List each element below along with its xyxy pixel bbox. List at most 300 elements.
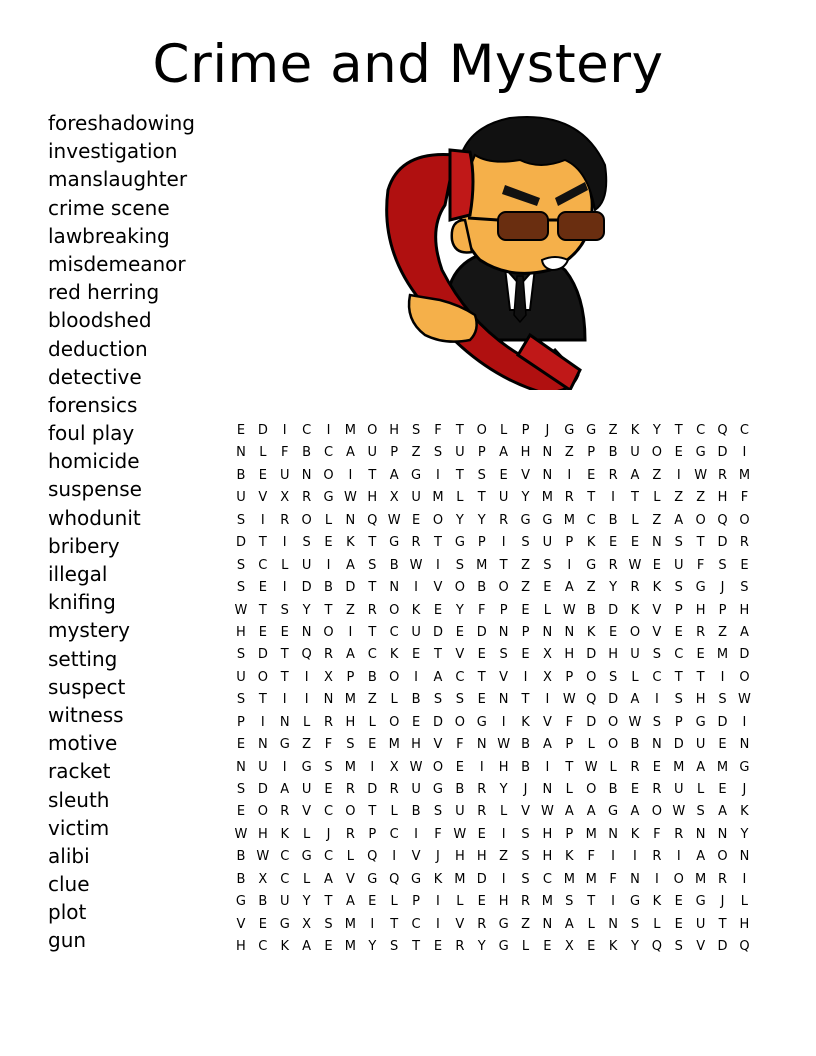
- grid-letter: F: [565, 714, 574, 730]
- grid-letter: A: [542, 737, 552, 753]
- grid-letter: S: [433, 445, 443, 461]
- grid-row: [230, 712, 755, 734]
- word-list-item: witness: [48, 702, 124, 727]
- grid-letter: I: [436, 916, 440, 932]
- grid-letter: X: [389, 490, 399, 506]
- grid-letter: H: [608, 647, 618, 663]
- grid-letter: C: [323, 445, 334, 461]
- word-list-item: forensics: [48, 392, 138, 417]
- grid-letter: B: [302, 445, 312, 461]
- grid-letter: R: [323, 647, 334, 663]
- grid-letter: K: [652, 894, 662, 910]
- grid-letter: X: [302, 916, 312, 932]
- grid-letter: W: [562, 692, 576, 708]
- grid-letter: O: [629, 624, 641, 640]
- grid-row: [230, 600, 755, 622]
- grid-letter: M: [541, 490, 554, 506]
- word-list-item: investigation: [48, 139, 178, 164]
- grid-letter: E: [718, 737, 727, 753]
- grid-letter: I: [436, 467, 440, 483]
- word-list-item: deduction: [48, 336, 148, 361]
- grid-letter: P: [499, 602, 508, 618]
- grid-letter: V: [521, 467, 530, 483]
- word-list-item: homicide: [48, 449, 140, 474]
- grid-letter: K: [630, 602, 640, 618]
- grid-letter: G: [608, 804, 619, 820]
- grid-letter: D: [608, 602, 619, 618]
- grid-letter: E: [433, 602, 443, 618]
- grid-row: [230, 577, 755, 599]
- grid-letter: E: [674, 916, 683, 932]
- grid-letter: A: [433, 669, 443, 685]
- grid-letter: S: [368, 557, 377, 573]
- grid-letter: D: [476, 624, 487, 640]
- grid-letter: E: [543, 580, 552, 596]
- grid-letter: K: [389, 647, 399, 663]
- grid-letter: H: [454, 849, 465, 865]
- grid-letter: H: [367, 490, 378, 506]
- grid-letter: B: [455, 782, 465, 797]
- grid-letter: R: [564, 490, 574, 506]
- grid-letter: O: [323, 624, 334, 640]
- grid-letter: D: [717, 939, 728, 955]
- grid-letter: K: [586, 624, 596, 640]
- grid-letter: Q: [389, 871, 400, 887]
- grid-letter: F: [324, 737, 333, 753]
- grid-letter: N: [608, 916, 618, 932]
- grid-letter: L: [259, 445, 267, 461]
- grid-letter: N: [652, 535, 662, 551]
- grid-letter: P: [565, 669, 574, 685]
- grid-letter: D: [717, 714, 728, 730]
- grid-letter: E: [521, 647, 530, 663]
- grid-letter: Z: [499, 849, 509, 865]
- grid-letter: F: [280, 445, 289, 461]
- word-list-item: motive: [48, 731, 118, 756]
- grid-letter: G: [367, 871, 378, 887]
- grid-letter: G: [498, 916, 509, 932]
- grid-letter: K: [740, 804, 749, 820]
- grid-letter: B: [521, 737, 530, 753]
- grid-letter: S: [608, 669, 618, 685]
- grid-letter: G: [695, 894, 706, 910]
- grid-letter: H: [695, 692, 706, 708]
- grid-letter: E: [455, 759, 464, 775]
- grid-letter: H: [739, 916, 750, 932]
- grid-letter: L: [390, 894, 398, 910]
- grid-letter: Z: [521, 916, 530, 932]
- grid-letter: S: [521, 535, 530, 551]
- grid-letter: B: [258, 894, 268, 910]
- grid-letter: I: [326, 423, 331, 438]
- grid-letter: M: [716, 647, 729, 663]
- word-list-item: alibi: [48, 843, 90, 868]
- grid-letter: R: [477, 916, 487, 932]
- grid-letter: R: [630, 759, 640, 775]
- grid-letter: M: [563, 512, 575, 528]
- grid-letter: F: [740, 490, 749, 506]
- grid-letter: P: [477, 445, 486, 461]
- grid-letter: S: [455, 557, 464, 573]
- grid-letter: E: [696, 647, 705, 663]
- grid-letter: L: [281, 557, 289, 573]
- grid-letter: U: [674, 782, 684, 797]
- grid-letter: O: [651, 804, 662, 820]
- grid-letter: R: [521, 894, 531, 910]
- grid-letter: V: [455, 916, 465, 932]
- grid-letter: M: [716, 759, 729, 775]
- grid-letter: K: [521, 714, 530, 730]
- grid-letter: P: [521, 423, 530, 438]
- grid-letter: T: [455, 423, 464, 438]
- grid-letter: G: [389, 535, 400, 551]
- grid-letter: L: [631, 512, 639, 528]
- grid-letter: I: [501, 871, 506, 887]
- grid-letter: R: [280, 512, 290, 528]
- grid-letter: L: [346, 849, 355, 865]
- grid-letter: V: [542, 714, 552, 730]
- grid-letter: U: [411, 490, 421, 506]
- grid-letter: P: [674, 602, 683, 618]
- grid-letter: E: [368, 737, 377, 753]
- grid-letter: I: [282, 423, 287, 438]
- grid-letter: Z: [345, 602, 355, 618]
- grid-letter: B: [367, 669, 377, 685]
- grid-letter: E: [674, 445, 683, 461]
- grid-letter: Y: [740, 826, 749, 842]
- grid-letter: V: [258, 490, 268, 506]
- grid-letter: V: [652, 602, 662, 618]
- grid-letter: G: [542, 512, 553, 528]
- grid-letter: S: [543, 557, 552, 573]
- grid-letter: E: [608, 535, 618, 551]
- grid-letter: E: [280, 624, 289, 640]
- grid-letter: S: [652, 714, 661, 730]
- grid-letter: Z: [652, 512, 662, 528]
- grid-letter: U: [542, 535, 553, 551]
- grid-letter: A: [280, 782, 290, 797]
- grid-letter: E: [368, 894, 377, 910]
- grid-letter: T: [499, 557, 508, 573]
- grid-letter: I: [611, 490, 615, 506]
- grid-letter: A: [718, 804, 727, 820]
- grid-letter: T: [477, 669, 486, 685]
- grid-letter: O: [345, 804, 356, 820]
- grid-letter: S: [674, 535, 683, 551]
- grid-letter: D: [257, 647, 268, 663]
- grid-letter: E: [521, 602, 530, 618]
- grid-letter: E: [740, 557, 749, 573]
- grid-letter: A: [739, 624, 749, 640]
- grid-letter: O: [586, 782, 597, 797]
- grid-letter: Y: [368, 939, 377, 955]
- grid-letter: H: [236, 939, 246, 955]
- grid-letter: L: [653, 916, 661, 932]
- grid-letter: Q: [586, 692, 597, 708]
- grid-letter: H: [717, 490, 728, 506]
- grid-letter: S: [324, 916, 333, 932]
- grid-letter: I: [348, 467, 353, 483]
- grid-letter: I: [282, 580, 287, 596]
- grid-letter: S: [740, 580, 749, 596]
- grid-letter: Y: [302, 602, 311, 618]
- grid-letter: N: [236, 759, 246, 775]
- grid-letter: S: [236, 580, 246, 596]
- grid-letter: U: [411, 624, 421, 640]
- grid-letter: I: [282, 535, 287, 551]
- grid-letter: Q: [717, 423, 728, 438]
- grid-letter: Q: [739, 939, 750, 955]
- grid-letter: O: [717, 849, 728, 865]
- grid-letter: O: [739, 512, 750, 528]
- grid-letter: T: [565, 759, 574, 775]
- grid-letter: I: [501, 826, 506, 842]
- grid-letter: O: [476, 423, 487, 438]
- grid-letter: G: [695, 445, 706, 461]
- grid-letter: E: [411, 647, 421, 663]
- grid-letter: I: [742, 445, 747, 461]
- grid-letter: T: [368, 624, 377, 640]
- grid-letter: K: [280, 939, 289, 955]
- grid-letter: H: [257, 826, 268, 842]
- grid-letter: E: [674, 894, 683, 910]
- grid-letter: Y: [652, 423, 661, 438]
- grid-letter: I: [414, 669, 418, 685]
- grid-letter: R: [302, 490, 312, 506]
- grid-letter: D: [673, 737, 684, 753]
- grid-row: [230, 442, 755, 464]
- word-list-item: bribery: [48, 533, 120, 558]
- grid-letter: I: [304, 692, 309, 708]
- grid-letter: W: [343, 490, 357, 506]
- grid-letter: U: [367, 445, 378, 461]
- grid-letter: N: [608, 826, 618, 842]
- grid-letter: L: [543, 602, 552, 618]
- grid-letter: R: [674, 826, 684, 842]
- grid-letter: N: [236, 445, 246, 461]
- grid-letter: R: [477, 804, 487, 820]
- grid-letter: W: [409, 759, 423, 775]
- grid-letter: B: [236, 871, 246, 887]
- grid-letter: I: [501, 714, 506, 730]
- grid-letter: M: [344, 692, 356, 708]
- grid-letter: R: [718, 467, 728, 483]
- grid-letter: O: [323, 467, 334, 483]
- grid-row: [230, 936, 755, 958]
- grid-letter: C: [389, 624, 399, 640]
- grid-letter: O: [257, 669, 268, 685]
- grid-row: [230, 824, 755, 846]
- grid-letter: M: [585, 826, 597, 842]
- grid-letter: R: [367, 602, 377, 618]
- word-list-item: gun: [48, 928, 87, 953]
- grid-letter: P: [565, 535, 574, 551]
- grid-letter: G: [586, 423, 597, 438]
- grid-letter: U: [258, 759, 268, 775]
- word-list-item: plot: [48, 900, 87, 925]
- grid-letter: V: [455, 647, 465, 663]
- grid-letter: C: [455, 669, 465, 685]
- grid-letter: Q: [651, 939, 662, 955]
- word-list-item: manslaughter: [48, 167, 188, 192]
- grid-letter: I: [676, 849, 681, 865]
- grid-letter: Z: [521, 580, 530, 596]
- grid-letter: W: [672, 804, 686, 820]
- grid-letter: N: [498, 692, 509, 708]
- grid-letter: A: [564, 580, 574, 596]
- grid-letter: N: [542, 916, 553, 932]
- grid-letter: S: [696, 804, 705, 820]
- grid-letter: B: [608, 512, 618, 528]
- grid-letter: K: [280, 826, 289, 842]
- grid-letter: N: [323, 692, 334, 708]
- grid-letter: V: [345, 871, 355, 887]
- grid-letter: T: [696, 669, 705, 685]
- grid-letter: E: [674, 624, 683, 640]
- grid-letter: H: [411, 737, 421, 753]
- grid-letter: E: [587, 467, 596, 483]
- grid-letter: G: [411, 467, 422, 483]
- grid-letter: T: [631, 490, 639, 506]
- grid-letter: V: [521, 804, 530, 820]
- grid-letter: R: [345, 782, 355, 797]
- grid-letter: W: [234, 826, 248, 842]
- grid-letter: L: [565, 782, 573, 797]
- grid-letter: S: [302, 535, 311, 551]
- word-list-item: red herring: [48, 280, 160, 305]
- grid-letter: T: [587, 490, 596, 506]
- grid-letter: E: [236, 804, 246, 820]
- grid-letter: C: [323, 849, 334, 865]
- word-list-item: suspect: [48, 674, 126, 699]
- grid-letter: M: [388, 737, 400, 753]
- grid-letter: U: [301, 782, 312, 797]
- grid-letter: T: [368, 535, 377, 551]
- grid-letter: O: [389, 669, 400, 685]
- grid-letter: U: [455, 804, 465, 820]
- grid-letter: E: [630, 535, 640, 551]
- grid-letter: N: [301, 624, 312, 640]
- grid-letter: I: [676, 467, 681, 483]
- grid-letter: L: [697, 782, 705, 797]
- grid-letter: T: [258, 602, 267, 618]
- grid-letter: P: [477, 535, 486, 551]
- grid-letter: C: [258, 557, 268, 573]
- grid-letter: G: [498, 939, 509, 955]
- grid-letter: H: [476, 849, 487, 865]
- grid-letter: O: [454, 714, 465, 730]
- grid-letter: N: [345, 512, 356, 528]
- grid-letter: K: [411, 602, 421, 618]
- grid-letter: I: [633, 849, 637, 865]
- grid-letter: P: [718, 602, 727, 618]
- grid-letter: Y: [455, 602, 464, 618]
- grid-letter: K: [433, 871, 443, 887]
- grid-letter: R: [477, 782, 487, 797]
- grid-letter: A: [674, 512, 684, 528]
- grid-letter: I: [282, 692, 287, 708]
- grid-letter: P: [390, 445, 399, 461]
- grid-letter: E: [718, 782, 727, 797]
- grid-letter: B: [411, 804, 421, 820]
- grid-letter: C: [367, 647, 377, 663]
- grid-letter: M: [344, 759, 356, 775]
- grid-letter: E: [258, 467, 267, 483]
- grid-letter: N: [498, 624, 509, 640]
- grid-letter: I: [567, 557, 572, 573]
- grid-letter: M: [344, 916, 356, 932]
- grid-letter: N: [542, 624, 553, 640]
- grid-letter: A: [630, 804, 640, 820]
- grid-letter: E: [477, 894, 486, 910]
- grid-letter: C: [542, 871, 552, 887]
- grid-letter: G: [411, 871, 422, 887]
- grid-letter: E: [455, 624, 464, 640]
- grid-letter: W: [234, 602, 248, 618]
- grid-letter: H: [542, 826, 553, 842]
- grid-letter: Z: [367, 692, 377, 708]
- grid-letter: E: [433, 939, 443, 955]
- grid-letter: S: [521, 871, 530, 887]
- grid-letter: Z: [586, 580, 596, 596]
- grid-row: [230, 510, 755, 532]
- grid-letter: I: [392, 849, 397, 865]
- grid-letter: I: [436, 894, 440, 910]
- grid-letter: J: [720, 894, 725, 910]
- grid-letter: B: [608, 445, 618, 461]
- grid-letter: H: [498, 759, 509, 775]
- grid-row: [230, 465, 755, 487]
- grid-letter: T: [280, 647, 289, 663]
- grid-letter: I: [370, 916, 375, 932]
- grid-letter: K: [630, 423, 640, 438]
- word-list-item: setting: [48, 646, 118, 671]
- word-list-item: foreshadowing: [48, 111, 195, 135]
- grid-letter: W: [409, 557, 423, 573]
- grid-letter: I: [720, 669, 725, 685]
- grid-letter: B: [477, 580, 487, 596]
- grid-letter: A: [564, 804, 574, 820]
- grid-letter: T: [718, 916, 727, 932]
- grid-letter: V: [696, 939, 706, 955]
- grid-letter: Z: [564, 445, 574, 461]
- grid-letter: Q: [717, 512, 728, 528]
- grid-letter: M: [541, 894, 554, 910]
- grid-letter: T: [368, 580, 377, 596]
- grid-row: [230, 420, 755, 442]
- grid-letter: W: [540, 804, 554, 820]
- grid-letter: K: [346, 535, 355, 551]
- grid-letter: B: [521, 759, 530, 775]
- grid-letter: Y: [499, 782, 508, 797]
- grid-letter: G: [301, 849, 312, 865]
- grid-letter: A: [345, 894, 355, 910]
- grid-letter: R: [499, 512, 509, 528]
- grid-letter: D: [717, 535, 728, 551]
- grid-letter: T: [521, 692, 530, 708]
- grid-letter: O: [432, 759, 444, 775]
- grid-letter: T: [368, 804, 377, 820]
- grid-letter: O: [389, 602, 400, 618]
- grid-letter: L: [500, 423, 508, 438]
- grid-letter: U: [695, 916, 706, 932]
- grid-letter: D: [608, 692, 619, 708]
- grid-letter: I: [348, 624, 353, 640]
- grid-letter: O: [695, 512, 706, 528]
- grid-letter: I: [523, 669, 528, 685]
- word-list-item: racket: [48, 759, 111, 784]
- grid-letter: E: [258, 580, 267, 596]
